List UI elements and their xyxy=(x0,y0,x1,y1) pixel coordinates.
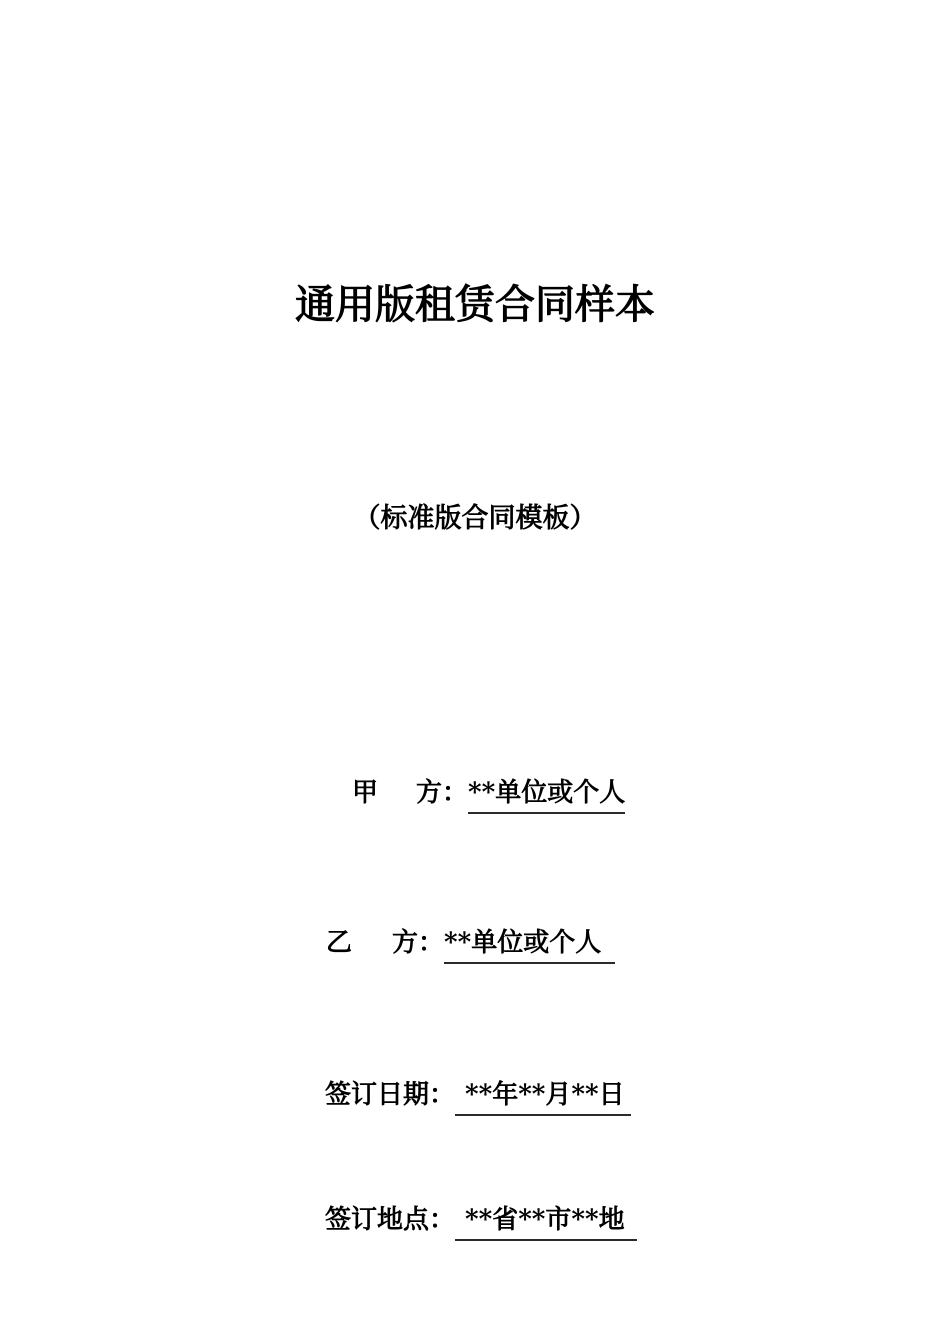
party-b-row xyxy=(326,927,615,964)
sign-date-row xyxy=(325,1079,631,1116)
contract-title: 通用版租赁合同样本 xyxy=(295,281,655,328)
sign-place-value: **省**市**地 xyxy=(455,1204,637,1241)
sign-date-label: 签订日期： xyxy=(325,1080,456,1110)
party-b-role-label: 方： xyxy=(392,928,445,958)
party-b-value: **单位或个人 xyxy=(444,927,615,964)
sign-date-value: **年**月**日 xyxy=(455,1079,631,1116)
contract-subtitle: （标准版合同模板） xyxy=(353,503,597,534)
sign-place-label: 签订地点： xyxy=(325,1205,456,1235)
party-a-role-label: 方： xyxy=(416,778,469,808)
party-a-value: **单位或个人 xyxy=(468,777,625,814)
party-a-row xyxy=(352,777,625,814)
party-a-label: 甲 xyxy=(352,778,379,808)
party-b-label: 乙 xyxy=(326,928,353,958)
sign-place-row xyxy=(325,1204,637,1241)
